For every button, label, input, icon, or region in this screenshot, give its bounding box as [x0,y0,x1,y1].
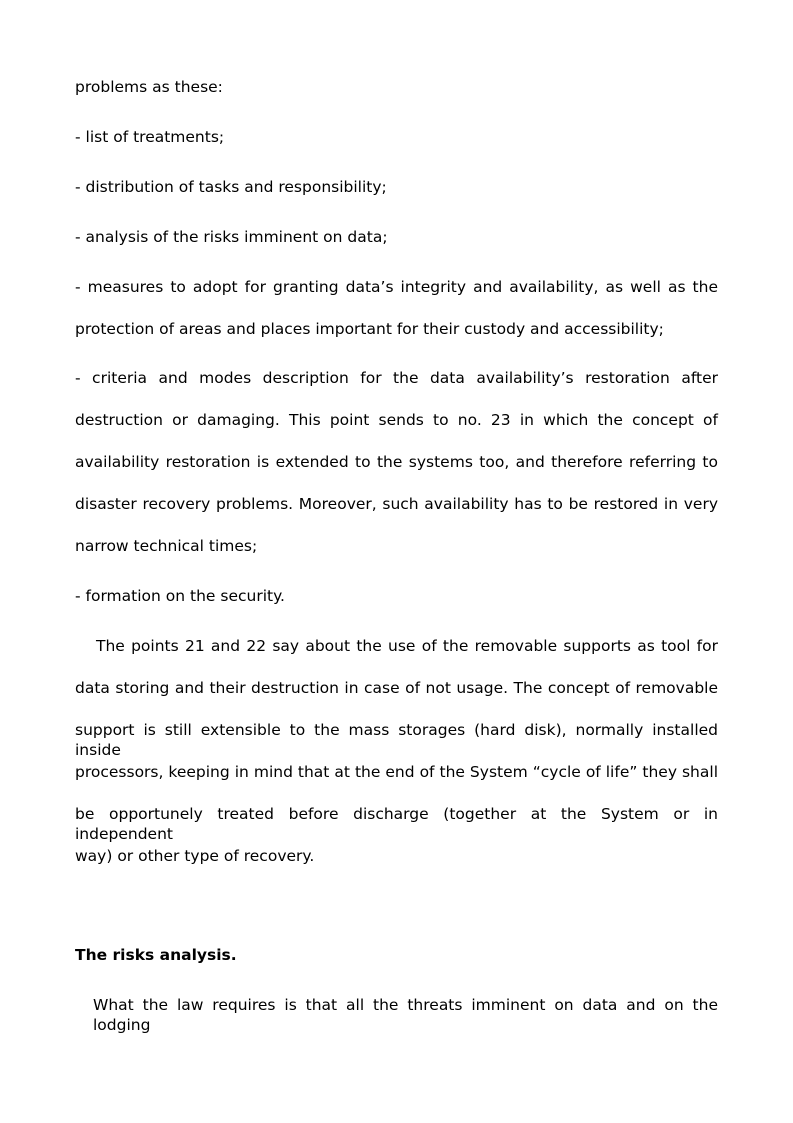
paragraph-line: processors, keeping in mind that at the end of the System “cycle of life” they shall [75,763,718,781]
paragraph-line: be opportunely treated before discharge (together at the System or in independent [75,805,718,843]
list-item: - list of treatments; [75,128,225,146]
section-heading: The risks analysis. [75,946,237,964]
list-item: - formation on the security. [75,587,285,605]
paragraph-line: disaster recovery problems. Moreover, such availability has to be restored in very [75,495,718,513]
paragraph-line: narrow technical times; [75,537,258,555]
list-item: - measures to adopt for granting data’s integrity and availability, as well as the [75,278,718,296]
paragraph-line: way) or other type of recovery. [75,847,315,865]
paragraph-line: The points 21 and 22 say about the use of the removable supports as tool for [96,637,718,655]
paragraph-line: problems as these: [75,78,223,96]
list-item: - criteria and modes description for the data availability’s restoration after [75,369,718,387]
paragraph-line: data storing and their destruction in case of not usage. The concept of removable [75,679,718,697]
paragraph-line: protection of areas and places important for their custody and accessibility; [75,320,664,338]
paragraph-line: What the law requires is that all the threats imminent on data and on the lodging [93,996,718,1034]
paragraph-line: availability restoration is extended to the systems too, and therefore referring to [75,453,718,471]
list-item: - analysis of the risks imminent on data; [75,228,388,246]
paragraph-line: destruction or damaging. This point sends to no. 23 in which the concept of [75,411,718,429]
paragraph-line: support is still extensible to the mass storages (hard disk), normally installed inside [75,721,718,759]
list-item: - distribution of tasks and responsibility; [75,178,387,196]
